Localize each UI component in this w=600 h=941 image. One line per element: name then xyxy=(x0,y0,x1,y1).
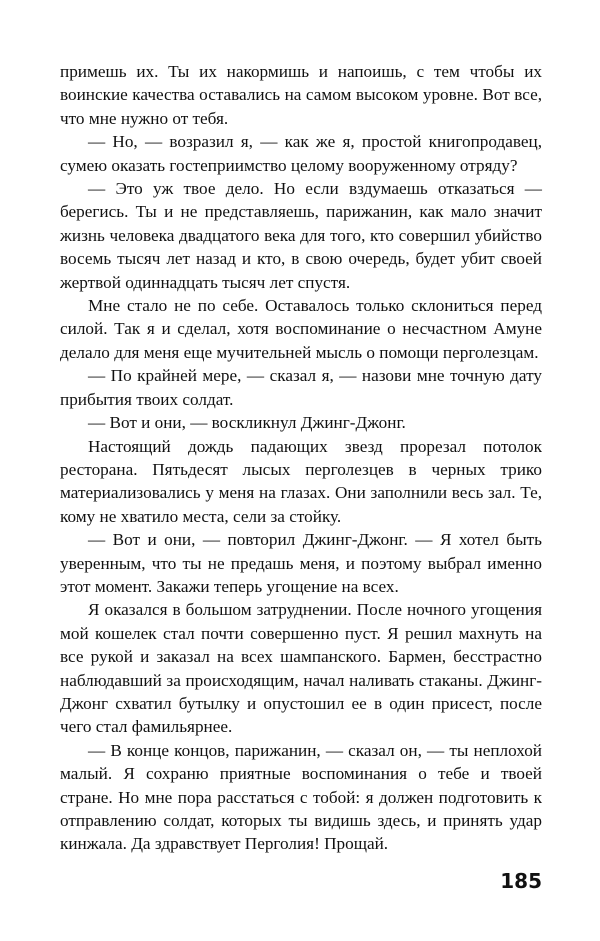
paragraph: — Вот и они, — воскликнул Джинг-Джонг. xyxy=(88,413,406,433)
paragraph: Мне стало не по себе. Оставалось только склониться перед силой. Так я и сделал, хотя воспоминание о несчастном Амуне делало для меня еще мучительней мысль о помощи перголезцам. xyxy=(60,296,542,362)
paragraph: — В конце концов, парижанин, — сказал он, — ты неплохой малый. Я сохраню приятные воспоминания о тебе и твоей стране. Но мне пора расстаться с тобой: я должен подготовить к отправлению солдат, которых ты видишь здесь, и принять удар кинжала. Да здравствует Перголия! Прощай. xyxy=(60,740,542,854)
page-number: 185 xyxy=(500,869,542,893)
paragraph: — Но, — возразил я, — как же я, простой книгопродавец, сумею оказать гостеприимство целому вооруженному отряду? xyxy=(60,132,542,175)
page-body xyxy=(60,60,542,856)
paragraph: примешь их. Ты их накормишь и напоишь, с тем чтобы их воинские качества оставались на самом высоком уровне. Вот все, что мне нужно от тебя. xyxy=(60,62,542,128)
paragraph: — Вот и они, — повторил Джинг-Джонг. — Я хотел быть уверенным, что ты не предашь меня, и поэтому выбрал именно этот момент. Закажи теперь угощение на всех. xyxy=(60,530,542,596)
paragraph: Я оказался в большом затруднении. После ночного угощения мой кошелек стал почти совершенно пуст. Я решил махнуть на все рукой и заказал на всех шампанского. Бармен, бесстрастно наблюдавший за происходящим, начал наливать стаканы. Джинг-Джонг схватил бутылку и опустошил ее в один присест, после чего стал фамильярнее. xyxy=(60,600,542,737)
paragraph: — Это уж твое дело. Но если вздумаешь отказаться — берегись. Ты и не представляешь, парижанин, как мало значит жизнь человека двадцатого века для того, кто совершил убийство восемь тысяч лет назад и кто, в свою очередь, будет убит своей жертвой одиннадцать тысяч лет спустя. xyxy=(60,179,542,292)
paragraph: — По крайней мере, — сказал я, — назови мне точную дату прибытия твоих солдат. xyxy=(60,366,542,409)
paragraph: Настоящий дождь падающих звезд прорезал потолок ресторана. Пятьдесят лысых перголезцев в черных трико материализовались у меня на глазах. Они заполнили весь зал. Те, кому не хватило места, сели за стойку. xyxy=(60,436,542,526)
